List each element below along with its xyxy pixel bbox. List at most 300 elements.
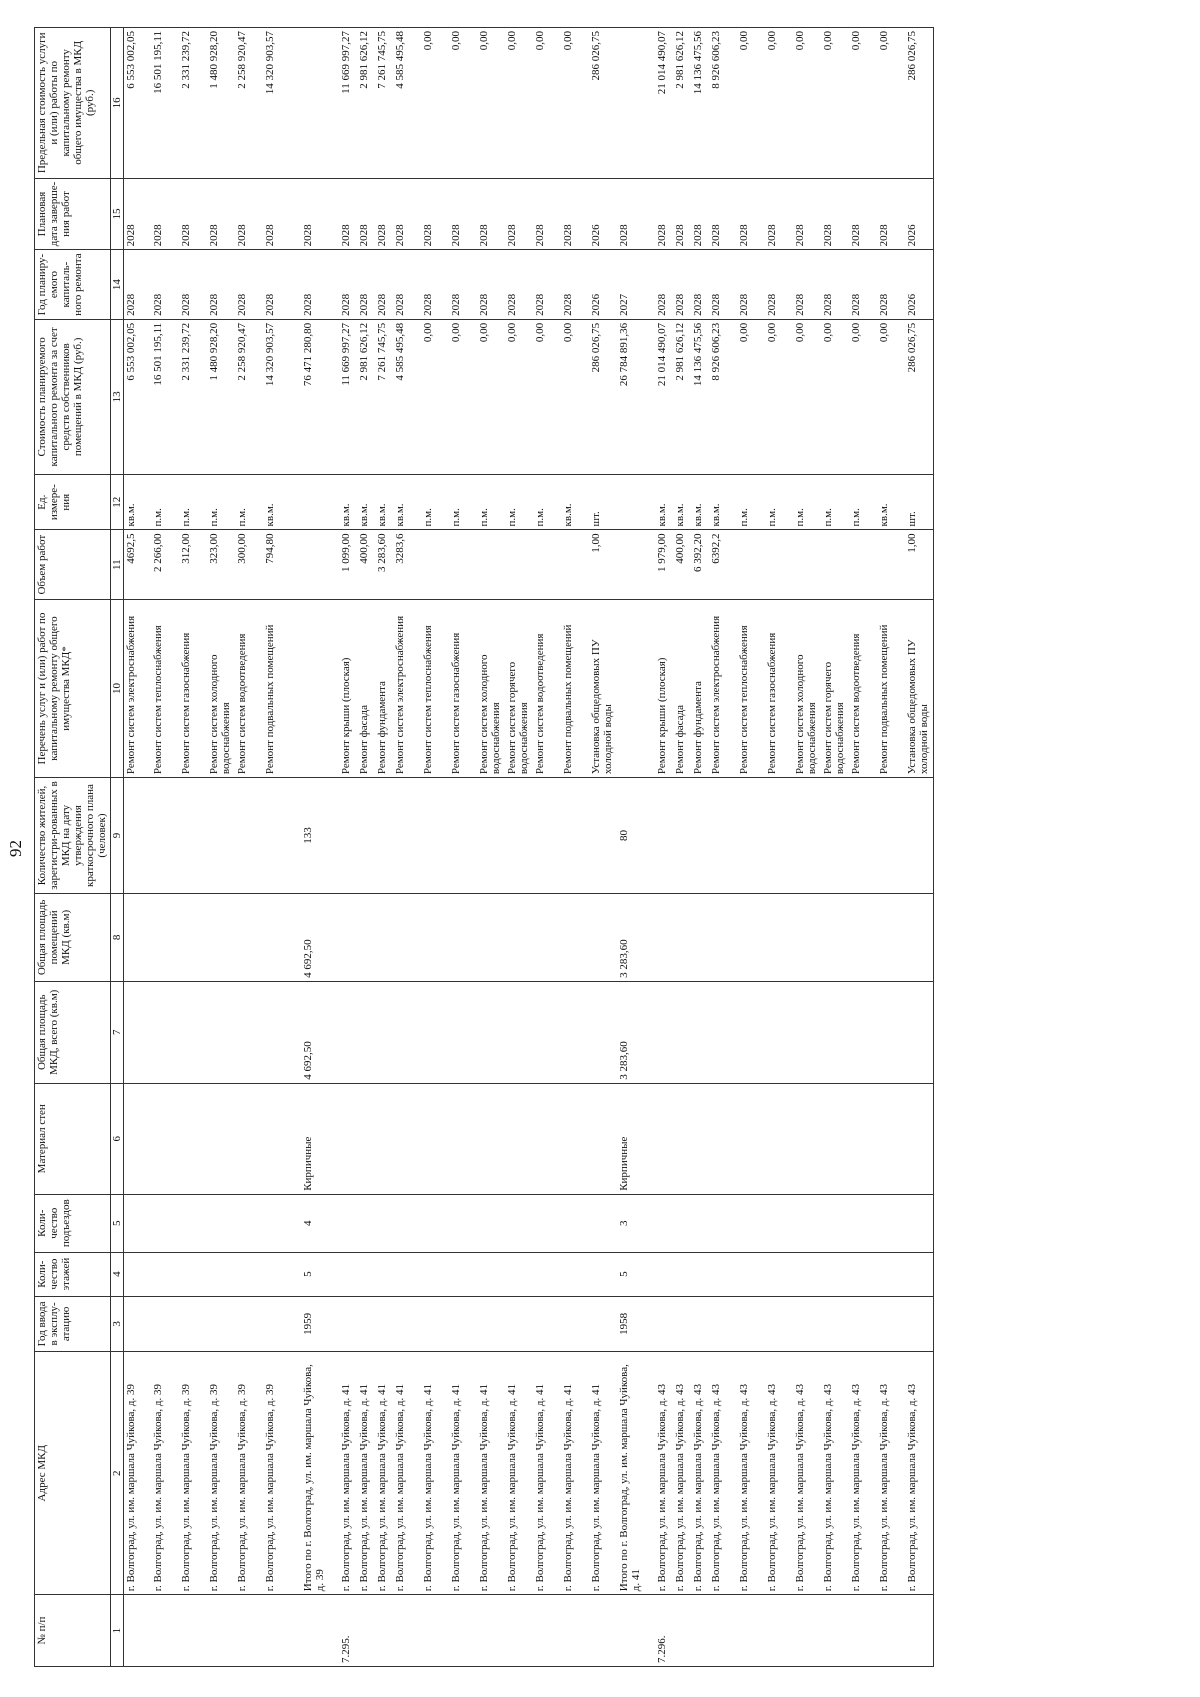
cell-col-2: г. Волгоград, ул. им. маршала Чуйкова, д. 41: [505, 1352, 533, 1595]
table-header: [35, 28, 124, 1667]
cell-col-4: 5: [617, 1252, 655, 1296]
cell-col-3: [151, 1296, 179, 1352]
header-cell: Плановая дата заверше-ния работ: [35, 178, 111, 250]
cell-col-3: [793, 1296, 821, 1352]
cell-col-8: [561, 893, 589, 981]
cell-col-2: г. Волгоград, ул. им. маршала Чуйкова, д. 41: [339, 1352, 357, 1595]
cell-col-10: Ремонт систем холодного водоснабжения: [477, 599, 505, 777]
cell-col-16: 21 014 490,07: [655, 28, 673, 179]
cell-col-16: 6 553 002,05: [123, 28, 151, 179]
table-row: [151, 28, 179, 1667]
cell-col-2: г. Волгоград, ул. им. маршала Чуйкова, д. 43: [655, 1352, 673, 1595]
cell-col-9: 133: [301, 778, 339, 894]
cell-col-9: [905, 778, 933, 894]
column-number: 5: [110, 1194, 123, 1252]
cell-col-11: [477, 530, 505, 599]
cell-col-3: [449, 1296, 477, 1352]
column-number: 10: [110, 599, 123, 777]
cell-col-4: [477, 1252, 505, 1296]
cell-col-9: [263, 778, 301, 894]
cell-col-14: 2028: [737, 250, 765, 319]
cell-col-7: [179, 981, 207, 1083]
cell-col-6: [849, 1083, 877, 1194]
cell-col-1: [691, 1595, 709, 1667]
cell-col-8: [123, 893, 151, 981]
cell-col-2: г. Волгоград, ул. им. маршала Чуйкова, д. 39: [235, 1352, 263, 1595]
cell-col-5: [561, 1194, 589, 1252]
cell-col-7: [375, 981, 393, 1083]
cell-col-16: 0,00: [449, 28, 477, 179]
cell-col-3: [393, 1296, 421, 1352]
cell-col-8: [357, 893, 375, 981]
cell-col-6: [235, 1083, 263, 1194]
cell-col-5: [123, 1194, 151, 1252]
cell-col-11: 1 979,00: [655, 530, 673, 599]
cell-col-12: кв.м.: [123, 474, 151, 530]
cell-col-3: [477, 1296, 505, 1352]
column-number: 3: [110, 1296, 123, 1352]
cell-col-1: [449, 1595, 477, 1667]
cell-col-4: [673, 1252, 691, 1296]
cell-col-13: 2 258 920,47: [235, 319, 263, 474]
cell-col-5: 3: [617, 1194, 655, 1252]
cell-col-7: [357, 981, 375, 1083]
cell-col-6: [123, 1083, 151, 1194]
cell-col-6: [793, 1083, 821, 1194]
cell-col-1: [207, 1595, 235, 1667]
cell-col-15: 2028: [375, 178, 393, 250]
cell-col-8: [449, 893, 477, 981]
cell-col-7: [849, 981, 877, 1083]
cell-col-12: кв.м.: [375, 474, 393, 530]
cell-col-8: [393, 893, 421, 981]
cell-col-14: 2028: [207, 250, 235, 319]
cell-col-10: Ремонт фундамента: [691, 599, 709, 777]
cell-col-13: 1 480 928,20: [207, 319, 235, 474]
cell-col-2: Итого по г. Волгоград, ул. им. маршала Чуйкова, д. 39: [301, 1352, 339, 1595]
cell-col-8: [821, 893, 849, 981]
cell-col-5: [655, 1194, 673, 1252]
cell-col-4: [207, 1252, 235, 1296]
cell-col-12: шт.: [905, 474, 933, 530]
cell-col-9: [477, 778, 505, 894]
table-row: [793, 28, 821, 1667]
table-row: [617, 28, 655, 1667]
cell-col-9: [123, 778, 151, 894]
cell-col-16: 0,00: [849, 28, 877, 179]
cell-col-15: 2028: [533, 178, 561, 250]
cell-col-4: [151, 1252, 179, 1296]
cell-col-7: [393, 981, 421, 1083]
cell-col-15: 2028: [849, 178, 877, 250]
cell-col-2: г. Волгоград, ул. им. маршала Чуйкова, д. 39: [151, 1352, 179, 1595]
header-cell: Общая площадь помещений МКД (кв.м): [35, 893, 111, 981]
cell-col-15: 2028: [123, 178, 151, 250]
cell-col-4: [533, 1252, 561, 1296]
cell-col-8: 3 283,60: [617, 893, 655, 981]
cell-col-1: [123, 1595, 151, 1667]
cell-col-13: 0,00: [877, 319, 905, 474]
cell-col-9: [737, 778, 765, 894]
cell-col-4: [235, 1252, 263, 1296]
cell-col-12: кв.м.: [655, 474, 673, 530]
header-cell: Перечень услуг и (или) работ по капитальному ремонту общего имущества МКД*: [35, 599, 111, 777]
cell-col-15: 2028: [151, 178, 179, 250]
cell-col-12: кв.м.: [263, 474, 301, 530]
cell-col-12: п.м.: [207, 474, 235, 530]
cell-col-3: [709, 1296, 737, 1352]
column-number: 11: [110, 530, 123, 599]
cell-col-4: [877, 1252, 905, 1296]
cell-col-5: [375, 1194, 393, 1252]
cell-col-14: 2027: [617, 250, 655, 319]
cell-col-10: [617, 599, 655, 777]
cell-col-10: Ремонт систем газоснабжения: [179, 599, 207, 777]
cell-col-6: [339, 1083, 357, 1194]
cell-col-7: [235, 981, 263, 1083]
cell-col-10: Ремонт систем теплоснабжения: [737, 599, 765, 777]
cell-col-6: Кирпичные: [617, 1083, 655, 1194]
cell-col-9: [393, 778, 421, 894]
table-row: [709, 28, 737, 1667]
cell-col-12: п.м.: [793, 474, 821, 530]
cell-col-5: [709, 1194, 737, 1252]
cell-col-9: [375, 778, 393, 894]
cell-col-12: п.м.: [533, 474, 561, 530]
cell-col-5: [207, 1194, 235, 1252]
cell-col-12: п.м.: [421, 474, 449, 530]
cell-col-15: 2028: [877, 178, 905, 250]
table-row: [421, 28, 449, 1667]
cell-col-14: 2028: [849, 250, 877, 319]
cell-col-8: [421, 893, 449, 981]
cell-col-2: г. Волгоград, ул. им. маршала Чуйкова, д. 41: [533, 1352, 561, 1595]
cell-col-4: [821, 1252, 849, 1296]
header-row: [35, 28, 111, 1667]
table-row: [263, 28, 301, 1667]
cell-col-2: г. Волгоград, ул. им. маршала Чуйкова, д. 39: [207, 1352, 235, 1595]
cell-col-8: [263, 893, 301, 981]
cell-col-9: 80: [617, 778, 655, 894]
cell-col-16: 0,00: [505, 28, 533, 179]
cell-col-14: 2028: [339, 250, 357, 319]
cell-col-4: [765, 1252, 793, 1296]
cell-col-12: п.м.: [849, 474, 877, 530]
cell-col-11: [821, 530, 849, 599]
cell-col-3: [691, 1296, 709, 1352]
cell-col-1: [793, 1595, 821, 1667]
header-cell: Год ввода в эксплу-атацию: [35, 1296, 111, 1352]
table-row: [655, 28, 673, 1667]
header-cell: Год планиру-емого капиталь-ного ремонта: [35, 250, 111, 319]
cell-col-13: 14 136 475,56: [691, 319, 709, 474]
cell-col-7: [673, 981, 691, 1083]
cell-col-13: 11 669 997,27: [339, 319, 357, 474]
cell-col-1: [589, 1595, 617, 1667]
cell-col-11: [533, 530, 561, 599]
cell-col-9: [449, 778, 477, 894]
cell-col-10: Ремонт систем горячего водоснабжения: [505, 599, 533, 777]
cell-col-2: г. Волгоград, ул. им. маршала Чуйкова, д. 43: [765, 1352, 793, 1595]
cell-col-4: [793, 1252, 821, 1296]
cell-col-4: [561, 1252, 589, 1296]
table-row: [589, 28, 617, 1667]
cell-col-10: Установка общедомовых ПУ холодной воды: [589, 599, 617, 777]
cell-col-3: 1958: [617, 1296, 655, 1352]
cell-col-1: [737, 1595, 765, 1667]
cell-col-16: 16 501 195,11: [151, 28, 179, 179]
cell-col-1: [421, 1595, 449, 1667]
cell-col-6: [673, 1083, 691, 1194]
cell-col-12: кв.м.: [561, 474, 589, 530]
cell-col-1: [179, 1595, 207, 1667]
table-row: [207, 28, 235, 1667]
cell-col-6: [357, 1083, 375, 1194]
cell-col-5: [235, 1194, 263, 1252]
cell-col-2: г. Волгоград, ул. им. маршала Чуйкова, д. 43: [849, 1352, 877, 1595]
cell-col-10: Ремонт фасада: [673, 599, 691, 777]
cell-col-10: Ремонт систем водоотведения: [533, 599, 561, 777]
cell-col-11: 1,00: [589, 530, 617, 599]
cell-col-16: 7 261 745,75: [375, 28, 393, 179]
header-cell: Общая площадь МКД, всего (кв.м): [35, 981, 111, 1083]
cell-col-15: 2028: [477, 178, 505, 250]
cell-col-1: [235, 1595, 263, 1667]
cell-col-5: [691, 1194, 709, 1252]
cell-col-5: [821, 1194, 849, 1252]
column-number: 12: [110, 474, 123, 530]
cell-col-15: 2028: [673, 178, 691, 250]
cell-col-11: [793, 530, 821, 599]
cell-col-3: [561, 1296, 589, 1352]
cell-col-3: [263, 1296, 301, 1352]
cell-col-10: Ремонт подвальных помещений: [877, 599, 905, 777]
cell-col-15: 2028: [179, 178, 207, 250]
cell-col-7: [655, 981, 673, 1083]
cell-col-7: [589, 981, 617, 1083]
column-number: 7: [110, 981, 123, 1083]
cell-col-12: кв.м.: [709, 474, 737, 530]
header-cell: № п/п: [35, 1595, 111, 1667]
cell-col-6: [179, 1083, 207, 1194]
cell-col-14: 2028: [375, 250, 393, 319]
cell-col-7: [421, 981, 449, 1083]
cell-col-3: 1959: [301, 1296, 339, 1352]
cell-col-16: 2 981 626,12: [673, 28, 691, 179]
cell-col-6: [821, 1083, 849, 1194]
cell-col-2: г. Волгоград, ул. им. маршала Чуйкова, д. 39: [179, 1352, 207, 1595]
cell-col-11: 6392,2: [709, 530, 737, 599]
cell-col-15: 2028: [765, 178, 793, 250]
cell-col-14: 2026: [905, 250, 933, 319]
cell-col-1: [301, 1595, 339, 1667]
cell-col-14: 2028: [477, 250, 505, 319]
cell-col-5: [357, 1194, 375, 1252]
cell-col-12: п.м.: [765, 474, 793, 530]
cell-col-14: 2028: [765, 250, 793, 319]
cell-col-9: [589, 778, 617, 894]
cell-col-11: 400,00: [357, 530, 375, 599]
cell-col-12: кв.м.: [673, 474, 691, 530]
cell-col-16: 0,00: [765, 28, 793, 179]
cell-col-4: [449, 1252, 477, 1296]
cell-col-4: [709, 1252, 737, 1296]
cell-col-8: [765, 893, 793, 981]
cell-col-16: 1 480 928,20: [207, 28, 235, 179]
cell-col-4: [589, 1252, 617, 1296]
cell-col-4: 5: [301, 1252, 339, 1296]
cell-col-9: [821, 778, 849, 894]
cell-col-9: [505, 778, 533, 894]
table-body: [123, 28, 933, 1667]
cell-col-7: [339, 981, 357, 1083]
cell-col-14: 2028: [709, 250, 737, 319]
cell-col-3: [821, 1296, 849, 1352]
cell-col-11: 3 283,60: [375, 530, 393, 599]
cell-col-10: Ремонт подвальных помещений: [263, 599, 301, 777]
cell-col-9: [421, 778, 449, 894]
cell-col-16: 14 320 903,57: [263, 28, 301, 179]
table-row: [765, 28, 793, 1667]
cell-col-6: [263, 1083, 301, 1194]
cell-col-3: [421, 1296, 449, 1352]
cell-col-2: г. Волгоград, ул. им. маршала Чуйкова, д. 41: [393, 1352, 421, 1595]
cell-col-9: [151, 778, 179, 894]
cell-col-3: [357, 1296, 375, 1352]
cell-col-13: 0,00: [477, 319, 505, 474]
cell-col-13: 2 981 626,12: [357, 319, 375, 474]
cell-col-1: [505, 1595, 533, 1667]
cell-col-16: 0,00: [421, 28, 449, 179]
table-row: [339, 28, 357, 1667]
cell-col-16: [617, 28, 655, 179]
cell-col-14: 2028: [301, 250, 339, 319]
table-row: [505, 28, 533, 1667]
cell-col-4: [263, 1252, 301, 1296]
cell-col-8: [737, 893, 765, 981]
cell-col-10: Ремонт систем водоотведения: [235, 599, 263, 777]
cell-col-8: [533, 893, 561, 981]
cell-col-13: 8 926 606,23: [709, 319, 737, 474]
cell-col-14: 2028: [263, 250, 301, 319]
cell-col-13: 21 014 490,07: [655, 319, 673, 474]
cell-col-16: 2 258 920,47: [235, 28, 263, 179]
cell-col-6: [421, 1083, 449, 1194]
cell-col-2: г. Волгоград, ул. им. маршала Чуйкова, д. 39: [123, 1352, 151, 1595]
cell-col-7: [477, 981, 505, 1083]
cell-col-14: 2026: [589, 250, 617, 319]
cell-col-12: п.м.: [477, 474, 505, 530]
header-cell: Адрес МКД: [35, 1352, 111, 1595]
cell-col-6: [505, 1083, 533, 1194]
column-number: 15: [110, 178, 123, 250]
cell-col-2: г. Волгоград, ул. им. маршала Чуйкова, д. 43: [877, 1352, 905, 1595]
cell-col-10: Ремонт систем электроснабжения: [123, 599, 151, 777]
cell-col-10: Ремонт подвальных помещений: [561, 599, 589, 777]
cell-col-11: 323,00: [207, 530, 235, 599]
cell-col-5: [849, 1194, 877, 1252]
cell-col-4: [905, 1252, 933, 1296]
cell-col-3: [905, 1296, 933, 1352]
cell-col-5: [877, 1194, 905, 1252]
cell-col-4: [849, 1252, 877, 1296]
cell-col-5: [505, 1194, 533, 1252]
cell-col-2: Итого по г. Волгоград, ул. им. маршала Чуйкова, д. 41: [617, 1352, 655, 1595]
cell-col-1: [561, 1595, 589, 1667]
cell-col-3: [655, 1296, 673, 1352]
column-number: 2: [110, 1352, 123, 1595]
cell-col-11: [765, 530, 793, 599]
table-row: [561, 28, 589, 1667]
cell-col-16: 14 136 475,56: [691, 28, 709, 179]
cell-col-10: Ремонт систем газоснабжения: [765, 599, 793, 777]
cell-col-5: [449, 1194, 477, 1252]
cell-col-13: 286 026,75: [905, 319, 933, 474]
cell-col-5: 4: [301, 1194, 339, 1252]
cell-col-7: [533, 981, 561, 1083]
table-row: [691, 28, 709, 1667]
cell-col-6: [655, 1083, 673, 1194]
cell-col-1: [821, 1595, 849, 1667]
header-cell: Стоимость планируемого капитального ремонта за счет средств собственников помещений в МКД (руб.): [35, 319, 111, 474]
cell-col-16: [301, 28, 339, 179]
table-row: [905, 28, 933, 1667]
cell-col-15: 2028: [691, 178, 709, 250]
cell-col-15: 2028: [357, 178, 375, 250]
cell-col-2: г. Волгоград, ул. им. маршала Чуйкова, д. 41: [561, 1352, 589, 1595]
cell-col-10: Ремонт систем теплоснабжения: [421, 599, 449, 777]
cell-col-12: кв.м.: [339, 474, 357, 530]
cell-col-16: 0,00: [793, 28, 821, 179]
cell-col-10: Ремонт крыши (плоская): [339, 599, 357, 777]
cell-col-10: Ремонт систем горячего водоснабжения: [821, 599, 849, 777]
cell-col-11: [449, 530, 477, 599]
cell-col-10: Ремонт фасада: [357, 599, 375, 777]
cell-col-6: [561, 1083, 589, 1194]
cell-col-6: [589, 1083, 617, 1194]
cell-col-7: [709, 981, 737, 1083]
cell-col-3: [179, 1296, 207, 1352]
cell-col-15: 2028: [617, 178, 655, 250]
cell-col-1: [393, 1595, 421, 1667]
cell-col-12: п.м.: [821, 474, 849, 530]
cell-col-7: [263, 981, 301, 1083]
cell-col-15: 2028: [709, 178, 737, 250]
table-row: [123, 28, 151, 1667]
column-number: 13: [110, 319, 123, 474]
header-cell: Материал стен: [35, 1083, 111, 1194]
cell-col-3: [533, 1296, 561, 1352]
header-cell: Ед. измере-ния: [35, 474, 111, 530]
cell-col-13: 0,00: [765, 319, 793, 474]
cell-col-15: 2026: [905, 178, 933, 250]
cell-col-1: [533, 1595, 561, 1667]
cell-col-7: 4 692,50: [301, 981, 339, 1083]
cell-col-12: п.м.: [505, 474, 533, 530]
cell-col-5: [793, 1194, 821, 1252]
cell-col-15: 2028: [301, 178, 339, 250]
cell-col-13: 0,00: [793, 319, 821, 474]
cell-col-14: 2028: [691, 250, 709, 319]
cell-col-1: [673, 1595, 691, 1667]
cell-col-8: [849, 893, 877, 981]
cell-col-9: [339, 778, 357, 894]
cell-col-4: [339, 1252, 357, 1296]
cell-col-15: 2028: [737, 178, 765, 250]
cell-col-9: [793, 778, 821, 894]
cell-col-5: [673, 1194, 691, 1252]
cell-col-15: 2028: [821, 178, 849, 250]
